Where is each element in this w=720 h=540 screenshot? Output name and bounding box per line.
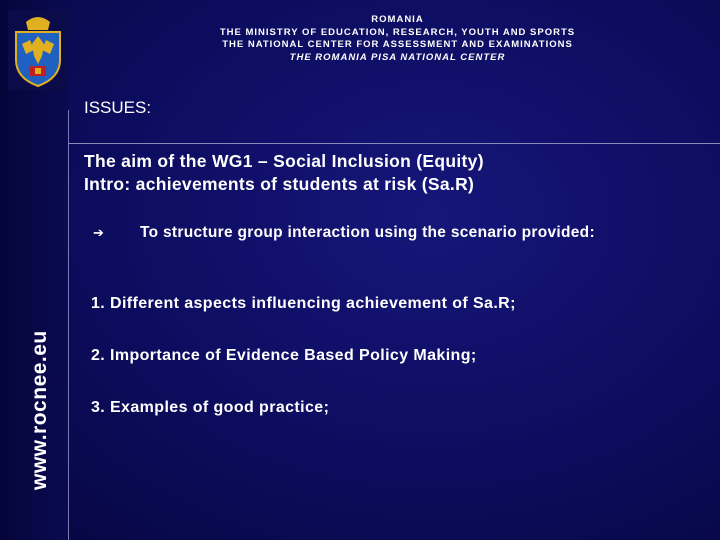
header-center: THE NATIONAL CENTER FOR ASSESSMENT AND EXAMINATIONS: [222, 39, 573, 50]
title-line-2: Intro: achievements of students at risk (Sa.R): [84, 174, 475, 194]
section-label: ISSUES:: [84, 98, 152, 117]
coat-of-arms-icon: [8, 10, 68, 90]
header-ministry: THE MINISTRY OF EDUCATION, RESEARCH, YOUTH AND SPORTS: [219, 26, 576, 38]
side-website-url: www.rocnee.eu: [28, 330, 51, 490]
list-item: 1. Different aspects influencing achievement of Sa.R;: [91, 295, 516, 312]
list-item: 3. Examples of good practice;: [91, 399, 330, 416]
slide-title: [84, 150, 484, 196]
title-line-1: The aim of the WG1 – Social Inclusion (Equity): [84, 151, 484, 171]
horizontal-divider: [68, 143, 720, 144]
bullet-text: To structure group interaction using the scenario provided:: [140, 224, 595, 241]
header-pisa-center: THE ROMANIA PISA NATIONAL CENTER: [289, 51, 506, 63]
header-block: [150, 14, 645, 64]
arrow-right-icon: ➔: [93, 225, 104, 240]
list-item: 2. Importance of Evidence Based Policy Making;: [91, 347, 477, 364]
header-country: ROMANIA: [371, 14, 424, 25]
vertical-divider: [68, 110, 69, 540]
